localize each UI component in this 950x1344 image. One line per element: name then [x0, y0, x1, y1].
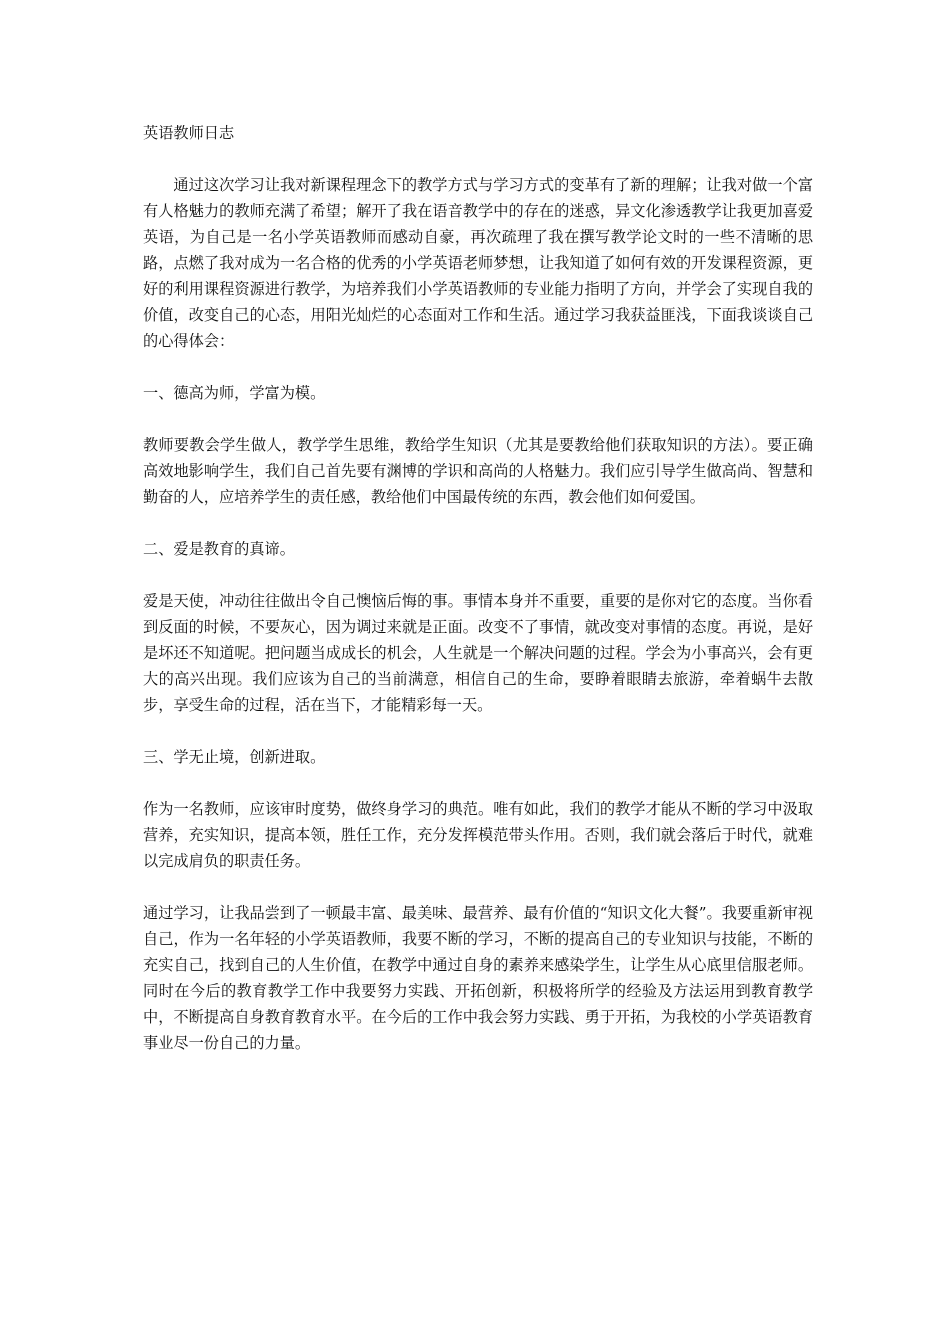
section-body-1: 教师要教会学生做人，教学学生思维，教给学生知识（尤其是要教给他们获取知识的方法）。要正确高效地影响学生，我们自己首先要有渊博的学识和高尚的人格魅力。我们应引导学生做高尚、智慧和勤奋的人，应培养学生的责任感，教给他们中国最传统的东西，教会他们如何爱国。 — [143, 436, 813, 506]
intro-paragraph: 通过这次学习让我对新课程理念下的教学方式与学习方式的变革有了新的理解；让我对做一个富有人格魅力的教师充满了希望；解开了我在语音教学中的存在的迷惑，异文化渗透教学让我更加喜爱英语，为自己是一名小学英语教师而感动自豪，再次疏理了我在撰写教学论文时的一些不清晰的思路，点燃了我对成为一名合格的优秀的小学英语老师梦想，让我知道了如何有效的开发课程资源，更好的利用课程资源进行教学，为培养我们小学英语教师的专业能力指明了方向，并学会了实现自我的价值，改变自己的心态，用阳光灿烂的心态面对工作和生活。通过学习我获益匪浅，下面我谈谈自己的心得体会： — [143, 176, 813, 350]
document-title: 英语教师日志 — [143, 124, 235, 142]
section-heading-1: 一、德高为师，学富为模。 — [143, 384, 326, 402]
section-body-3: 作为一名教师，应该审时度势，做终身学习的典范。唯有如此，我们的教学才能从不断的学习中汲取营养，充实知识，提高本领，胜任工作，充分发挥模范带头作用。否则，我们就会落后于时代，就难以完成肩负的职责任务。 — [143, 800, 813, 870]
document-page — [143, 120, 813, 1082]
section-body-2: 爱是天使，冲动往往做出令自己懊恼后悔的事。事情本身并不重要，重要的是你对它的态度。当你看到反面的时候，不要灰心，因为调过来就是正面。改变不了事情，就改变对事情的态度。再说，是好是坏还不知道呢。把问题当成成长的机会，人生就是一个解决问题的过程。学会为小事高兴，会有更大的高兴出现。我们应该为自己的当前满意，相信自己的生命，要睁着眼睛去旅游，牵着蜗牛去散步，享受生命的过程，活在当下，才能精彩每一天。 — [143, 592, 813, 714]
section-heading-3: 三、学无止境，创新进取。 — [143, 748, 326, 766]
section-heading-2: 二、爱是教育的真谛。 — [143, 540, 295, 558]
conclusion-paragraph: 通过学习，让我品尝到了一顿最丰富、最美味、最营养、最有价值的“知识文化大餐”。我要重新审视自己，作为一名年轻的小学英语教师，我要不断的学习，不断的提高自己的专业知识与技能，不断的充实自己，找到自己的人生价值，在教学中通过自身的素养来感染学生，让学生从心底里信服老师。同时在今后的教育教学工作中我要努力实践、开拓创新，积极将所学的经验及方法运用到教育教学中，不断提高自身教育教育水平。在今后的工作中我会努力实践、勇于开拓，为我校的小学英语教育事业尽一份自己的力量。 — [143, 904, 813, 1052]
